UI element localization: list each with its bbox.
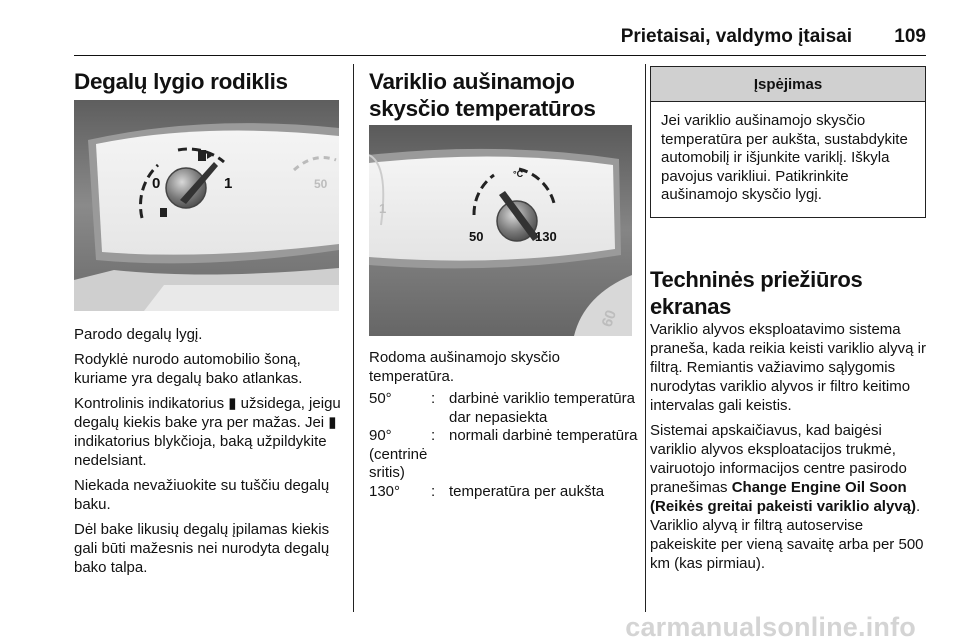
warning-text: Jei variklio aušinamojo skysčio temperatūra per aukšta, sustabdykite automobilį ir išjunkite variklį. Iškyla pavojus varikliui. Patikrinkite aušinamojo skysčio lygį. (661, 112, 908, 203)
paragraph: Parodo degalų lygį. (74, 326, 203, 343)
temperature-table (369, 390, 639, 501)
warning-title: Įspėjimas (651, 67, 925, 102)
section-heading-service-display: Techninės priežiūros ekranas (650, 267, 863, 319)
paragraph: Dėl bake likusių degalų įpilamas kiekis gali būti mažesnis nei nurodyta degalų bako talpa. (74, 521, 330, 576)
paragraph: Niekada nevažiuokite su tuščiu degalų baku. (74, 477, 330, 513)
temperature-row: 90° (centrinė sritis) : normali darbinė temperatūra (369, 427, 638, 481)
service-display-text (650, 320, 930, 579)
gauge-label-full: 1 (224, 175, 233, 192)
fuel-gauge-illustration (74, 100, 339, 311)
section-heading-fuel-gauge: Degalų lygio rodiklis (74, 69, 288, 94)
paragraph: Rodyklė nurodo automobilio šoną, kuriame yra degalų bako atlankas. (74, 351, 303, 387)
column-divider (353, 64, 354, 612)
fuel-gauge-text (74, 325, 344, 583)
gauge-label-hot: 130 (535, 229, 557, 244)
header-rule (74, 55, 926, 56)
running-header (0, 22, 926, 52)
paragraph-oil-message: Sistemai apskaičiavus, kad baigėsi variklio alyvos eksploatacijos trukmė, vairuotojo informacijos centre pasirodo pranešimas Change Engine Oil Soon (Reikės greitai pakeisti variklio alyvą). Variklio alyvą ir filtrą autoservise pakeiskite per vieną savaitę arba per 500 km (kas pirmiau). (650, 422, 924, 572)
gauge-label-rpm: 1 (379, 201, 387, 216)
paragraph-low-fuel-indicator: Kontrolinis indikatorius ▮ užsidega, jeigu degalų kiekis bake yra per mažas. Jei ▮ indikatorius blykčioja, baką užpildykite nedelsiant. (74, 395, 341, 469)
gauge-label-unit: °C (513, 169, 524, 179)
oil-change-message: Change Engine Oil Soon (Reikės greitai pakeisti variklio alyvą) (650, 479, 916, 515)
fuel-pump-icon: ▮ (228, 395, 237, 412)
temperature-row: 130° : temperatūra per aukšta (369, 482, 605, 500)
paragraph: Variklio alyvos eksploatavimo sistema praneša, kada reikia keisti variklio alyvą ir filtrą. Remiantis važiavimo sąlygomis nurodytas variklio alyvos ir filtro keitimo intervalas gali keistis. (650, 321, 926, 414)
column-divider (645, 64, 646, 612)
warning-box (650, 66, 926, 218)
section-heading-coolant-gauge: Variklio aušinamojo skysčio temperatūros (369, 69, 596, 121)
gauge-label-cold: 50 (469, 229, 484, 244)
paragraph: Rodoma aušinamojo skysčio temperatūra. (369, 349, 560, 385)
gauge-label-speed: 60 (598, 307, 621, 330)
coolant-gauge-figure (369, 125, 632, 336)
temperature-row: 50° : darbinė variklio temperatūra dar nepasiekta (369, 390, 635, 426)
fuel-pump-icon: ▮ (328, 414, 337, 431)
footer-watermark: carmanualsonline.info (625, 612, 916, 642)
header-title: Prietaisai, valdymo įtaisai (620, 26, 852, 47)
gauge-label-empty: 0 (152, 175, 161, 192)
fuel-gauge-figure (74, 100, 339, 311)
gauge-label-rpm: 6 (76, 293, 94, 307)
gauge-label-speed: 50 (314, 177, 328, 191)
coolant-gauge-illustration (369, 125, 632, 336)
coolant-gauge-text (369, 348, 639, 501)
page-number: 109 (894, 26, 926, 47)
